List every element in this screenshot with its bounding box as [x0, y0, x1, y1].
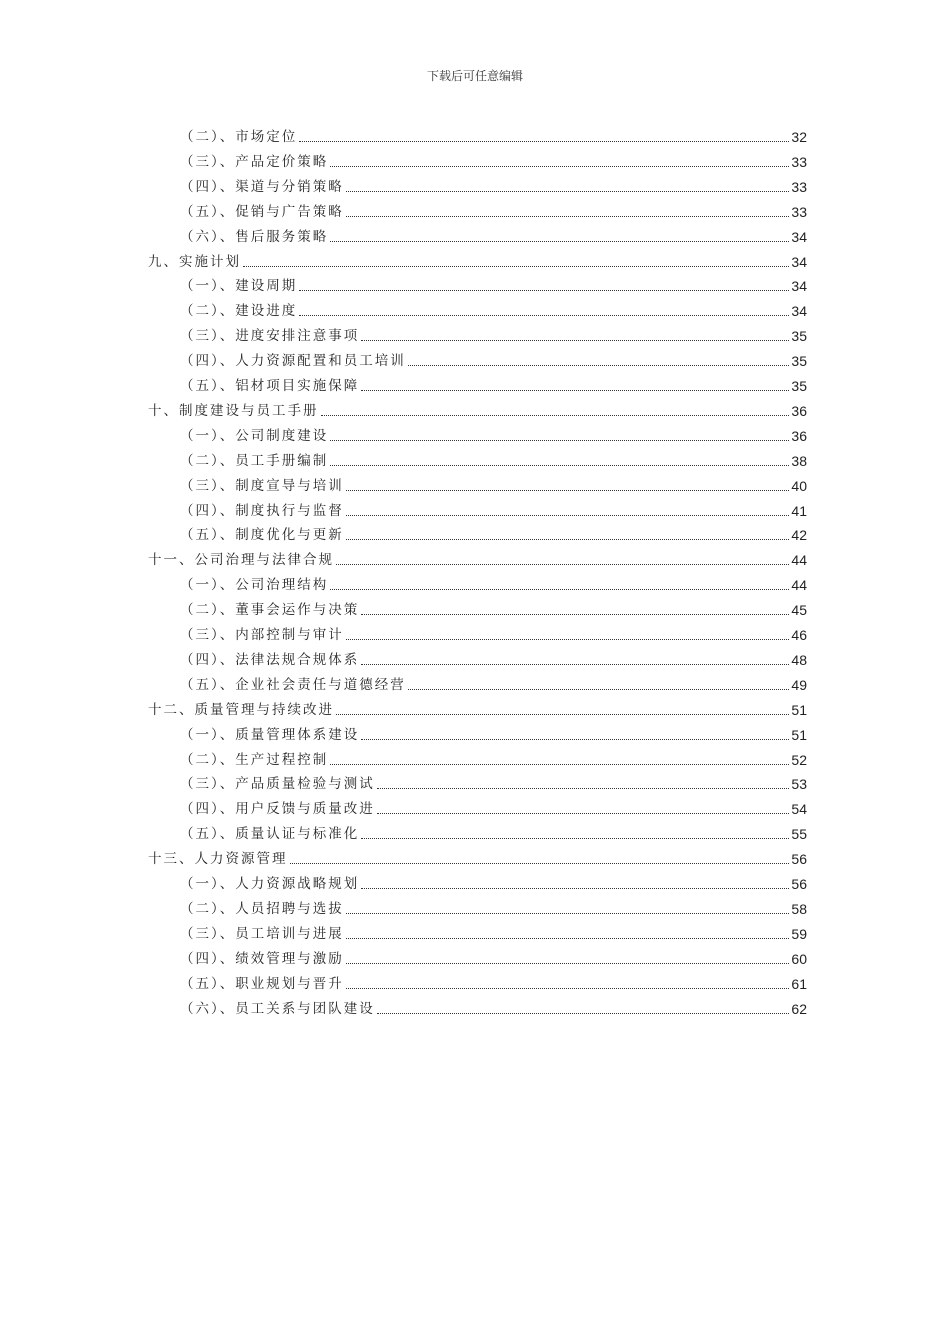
toc-section-entry[interactable] [180, 775, 807, 793]
toc-dot-leader [330, 240, 789, 242]
toc-entry-page-number: 33 [791, 178, 807, 195]
toc-chapter-entry[interactable] [148, 253, 807, 271]
toc-section-entry[interactable] [180, 626, 807, 644]
toc-section-entry[interactable] [180, 1000, 807, 1018]
toc-entry-title: （一）、建设周期 [180, 278, 298, 295]
toc-dot-leader [346, 638, 790, 640]
toc-dot-leader [361, 837, 789, 839]
toc-dot-leader [346, 489, 790, 491]
toc-entry-page-number: 32 [791, 129, 807, 145]
toc-dot-leader [408, 688, 790, 690]
toc-chapter-entry[interactable] [148, 850, 807, 868]
toc-entry-page-number: 36 [791, 427, 807, 444]
toc-dot-leader [346, 215, 790, 217]
toc-dot-leader [377, 787, 790, 789]
toc-entry-page-number: 34 [791, 253, 807, 270]
toc-entry-title: （五）、企业社会责任与道德经营 [180, 676, 406, 693]
toc-entry-page-number: 34 [791, 228, 807, 245]
toc-entry-title: 十、制度建设与员工手册 [148, 402, 319, 419]
toc-entry-title: （二）、市场定位 [180, 129, 298, 145]
toc-section-entry[interactable] [180, 800, 807, 818]
toc-entry-title: （四）、用户反馈与质量改进 [180, 801, 375, 818]
toc-entry-page-number: 48 [791, 651, 807, 668]
toc-entry-page-number: 41 [791, 502, 807, 519]
toc-entry-page-number: 59 [791, 925, 807, 942]
toc-entry-page-number: 35 [791, 328, 807, 345]
toc-dot-leader [361, 887, 789, 889]
toc-section-entry[interactable] [180, 676, 807, 694]
toc-entry-page-number: 54 [791, 801, 807, 818]
toc-section-entry[interactable] [180, 377, 807, 395]
toc-entry-page-number: 44 [791, 552, 807, 569]
page-header: 下载后可任意编辑 [426, 69, 523, 83]
toc-section-entry[interactable] [180, 875, 807, 893]
toc-entry-page-number: 61 [791, 975, 807, 992]
toc-entry-title: （一）、质量管理体系建设 [180, 726, 360, 743]
toc-dot-leader [361, 738, 789, 740]
toc-dot-leader [330, 439, 789, 441]
toc-entry-page-number: 33 [791, 153, 807, 170]
toc-dot-leader [290, 862, 790, 864]
toc-dot-leader [330, 464, 789, 466]
toc-dot-leader [377, 1012, 790, 1014]
toc-entry-page-number: 46 [791, 627, 807, 643]
toc-entry-title: （三）、产品定价策略 [180, 153, 329, 170]
toc-section-entry[interactable] [180, 452, 807, 470]
toc-section-entry[interactable] [180, 277, 807, 295]
toc-section-entry[interactable] [180, 526, 807, 544]
toc-dot-leader [330, 165, 789, 167]
toc-entry-title: （三）、进度安排注意事项 [180, 328, 360, 345]
toc-section-entry[interactable] [180, 925, 807, 943]
toc-entry-title: 九、实施计划 [148, 253, 241, 270]
toc-dot-leader [377, 812, 790, 814]
toc-entry-title: （一）、人力资源战略规划 [180, 876, 360, 892]
toc-section-entry[interactable] [180, 178, 807, 196]
toc-section-entry[interactable] [180, 477, 807, 495]
toc-dot-leader [299, 289, 789, 291]
toc-dot-leader [299, 140, 789, 142]
toc-entry-title: （二）、员工手册编制 [180, 452, 329, 469]
toc-dot-leader [336, 713, 789, 715]
toc-entry-page-number: 42 [791, 527, 807, 544]
toc-entry-page-number: 34 [791, 303, 807, 320]
toc-entry-page-number: 35 [791, 378, 807, 394]
toc-entry-title: （三）、内部控制与审计 [180, 627, 344, 643]
toc-entry-page-number: 45 [791, 602, 807, 619]
toc-entry-page-number: 49 [791, 676, 807, 693]
toc-entry-page-number: 53 [791, 776, 807, 793]
toc-entry-title: （四）、绩效管理与激励 [180, 950, 344, 967]
toc-entry-title: 十三、人力资源管理 [148, 851, 288, 868]
toc-entry-title: （二）、董事会运作与决策 [180, 602, 360, 619]
toc-entry-title: 十一、公司治理与法律合规 [148, 552, 334, 569]
toc-section-entry[interactable] [180, 601, 807, 619]
toc-dot-leader [346, 190, 790, 192]
toc-section-entry[interactable] [180, 352, 807, 370]
toc-entry-page-number: 52 [791, 751, 807, 768]
toc-dot-leader [330, 588, 789, 590]
toc-entry-page-number: 35 [791, 353, 807, 370]
toc-section-entry[interactable] [180, 128, 807, 146]
toc-section-entry[interactable] [180, 427, 807, 445]
toc-entry-page-number: 40 [791, 477, 807, 494]
toc-section-entry[interactable] [180, 751, 807, 769]
toc-entry-page-number: 33 [791, 203, 807, 220]
toc-entry-title: （四）、法律法规合规体系 [180, 651, 360, 668]
toc-entry-title: （四）、制度执行与监督 [180, 502, 344, 519]
toc-entry-page-number: 34 [791, 278, 807, 295]
toc-dot-leader [408, 364, 790, 366]
toc-entry-title: （五）、职业规划与晋升 [180, 975, 344, 992]
toc-dot-leader [346, 538, 790, 540]
toc-dot-leader [321, 414, 790, 416]
toc-entry-title: （六）、售后服务策略 [180, 228, 329, 245]
toc-entry-title: （五）、铝材项目实施保障 [180, 378, 360, 394]
toc-entry-title: （四）、渠道与分销策略 [180, 178, 344, 195]
toc-section-entry[interactable] [180, 228, 807, 246]
toc-entry-page-number: 38 [791, 452, 807, 469]
toc-section-entry[interactable] [180, 975, 807, 993]
toc-entry-title: （三）、制度宣导与培训 [180, 477, 344, 494]
toc-dot-leader [346, 937, 790, 939]
toc-dot-leader [336, 563, 789, 565]
toc-entry-title: （二）、人员招聘与选拔 [180, 900, 344, 917]
toc-dot-leader [299, 314, 789, 316]
toc-dot-leader [243, 265, 789, 267]
toc-entry-title: （一）、公司治理结构 [180, 577, 329, 594]
toc-dot-leader [346, 514, 790, 516]
toc-section-entry[interactable] [180, 502, 807, 520]
toc-entry-page-number: 55 [791, 826, 807, 843]
toc-chapter-entry[interactable] [148, 701, 807, 719]
toc-entry-page-number: 58 [791, 900, 807, 917]
toc-dot-leader [346, 912, 790, 914]
toc-entry-page-number: 62 [791, 1000, 807, 1017]
toc-entry-title: （六）、员工关系与团队建设 [180, 1000, 375, 1017]
toc-entry-title: （三）、员工培训与进展 [180, 925, 344, 942]
toc-entry-page-number: 56 [791, 851, 807, 868]
toc-dot-leader [361, 389, 789, 391]
toc-section-entry[interactable] [180, 726, 807, 744]
toc-dot-leader [361, 663, 789, 665]
toc-entry-page-number: 51 [791, 701, 807, 718]
toc-entry-page-number: 56 [791, 876, 807, 892]
toc-section-entry[interactable] [180, 327, 807, 345]
toc-entry-title: （四）、人力资源配置和员工培训 [180, 353, 406, 370]
toc-entry-page-number: 44 [791, 577, 807, 594]
toc-chapter-entry[interactable] [148, 551, 807, 569]
toc-entry-title: （五）、促销与广告策略 [180, 203, 344, 220]
toc-section-entry[interactable] [180, 203, 807, 221]
toc-entry-page-number: 60 [791, 950, 807, 967]
toc-dot-leader [330, 763, 789, 765]
toc-dot-leader [346, 962, 790, 964]
toc-entry-title: （二）、建设进度 [180, 303, 298, 320]
toc-dot-leader [361, 339, 789, 341]
toc-section-entry[interactable] [180, 153, 807, 171]
toc-entry-title: （五）、制度优化与更新 [180, 527, 344, 544]
toc-entry-title: （三）、产品质量检验与测试 [180, 776, 375, 793]
toc-section-entry[interactable] [180, 950, 807, 968]
toc-entry-title: （一）、公司制度建设 [180, 427, 329, 444]
toc-chapter-entry[interactable] [148, 402, 807, 420]
toc-dot-leader [346, 987, 790, 989]
toc-entry-title: （五）、质量认证与标准化 [180, 826, 360, 843]
toc-section-entry[interactable] [180, 825, 807, 843]
toc-entry-title: 十二、质量管理与持续改进 [148, 701, 334, 718]
toc-dot-leader [361, 613, 789, 615]
toc-entry-title: （二）、生产过程控制 [180, 751, 329, 768]
toc-section-entry[interactable] [180, 900, 807, 918]
toc-entry-page-number: 36 [791, 402, 807, 419]
toc-section-entry[interactable] [180, 302, 807, 320]
toc-section-entry[interactable] [180, 576, 807, 594]
toc-entry-page-number: 51 [791, 726, 807, 743]
toc-section-entry[interactable] [180, 651, 807, 669]
